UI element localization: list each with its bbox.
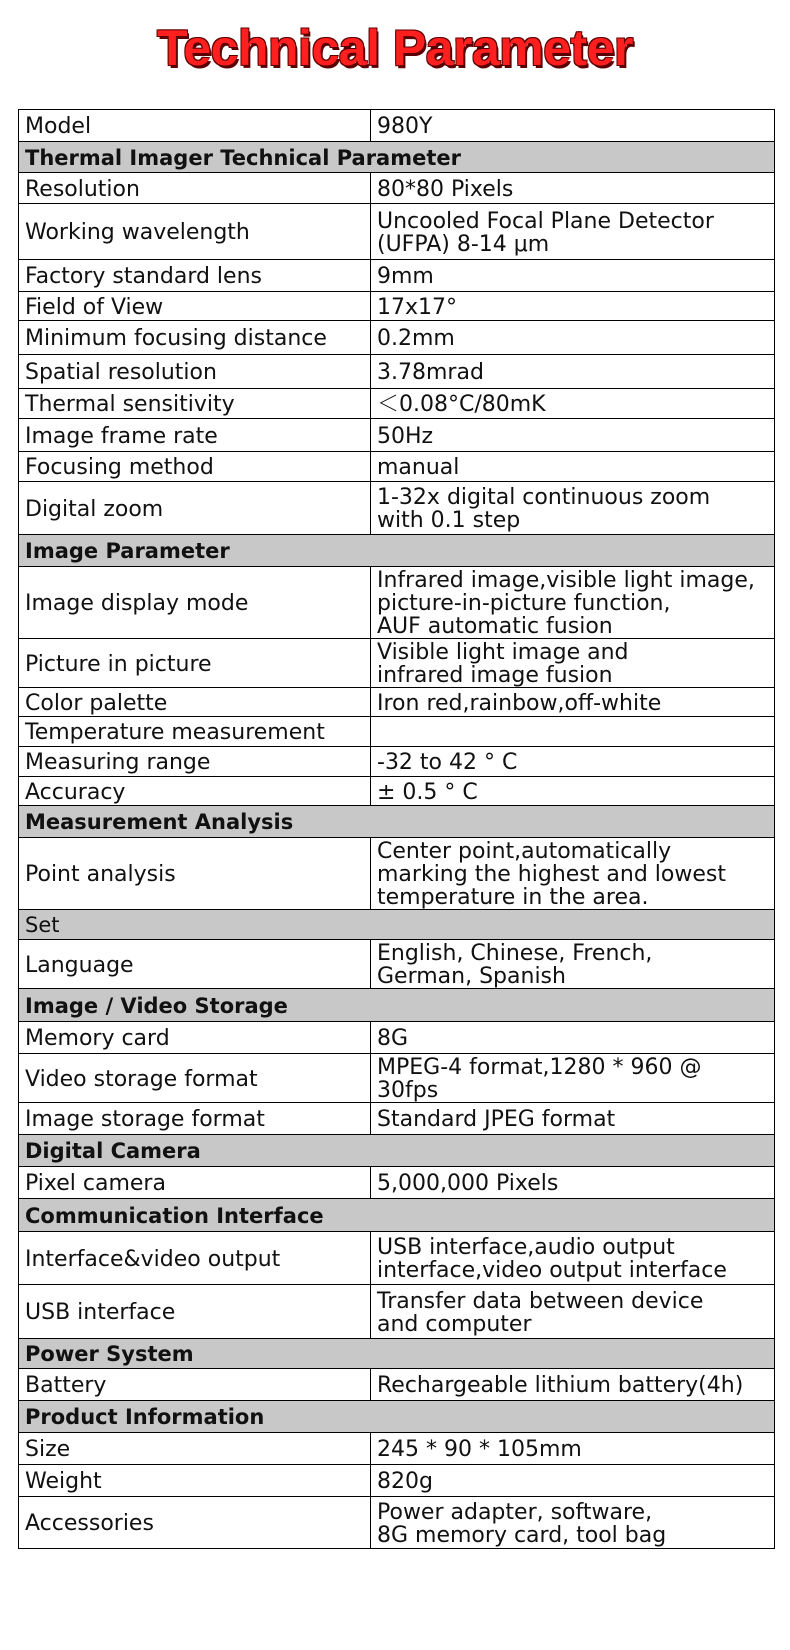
spec-key: Language [19, 940, 371, 989]
section-header-label: Power System [19, 1339, 775, 1369]
spec-value: Iron red,rainbow,off-white [371, 688, 775, 717]
spec-row [19, 567, 775, 639]
spec-row [19, 717, 775, 747]
spec-value: 980Y [371, 110, 775, 142]
spec-row [19, 1285, 775, 1339]
spec-row [19, 747, 775, 777]
spec-row [19, 389, 775, 419]
spec-key: Spatial resolution [19, 355, 371, 389]
spec-row [19, 1232, 775, 1285]
spec-value: 3.78mrad [371, 355, 775, 389]
spec-value: 0.2mm [371, 321, 775, 355]
spec-value: Visible light image and infrared image fusion [371, 639, 775, 688]
spec-key: Interface&video output [19, 1232, 371, 1285]
spec-row [19, 1167, 775, 1199]
spec-key: Temperature measurement [19, 717, 371, 747]
spec-row [19, 1433, 775, 1465]
spec-value: Center point,automatically marking the highest and lowest temperature in the area. [371, 838, 775, 910]
spec-value: -32 to 42 ° C [371, 747, 775, 777]
spec-row [19, 1465, 775, 1497]
section-header-label: Digital Camera [19, 1135, 775, 1167]
spec-value: MPEG-4 format,1280 * 960 @ 30fps [371, 1054, 775, 1103]
spec-key: Memory card [19, 1022, 371, 1054]
spec-value: 80*80 Pixels [371, 173, 775, 204]
spec-key: Resolution [19, 173, 371, 204]
spec-row [19, 1369, 775, 1401]
spec-row [19, 1497, 775, 1549]
section-header-label: Image / Video Storage [19, 989, 775, 1022]
spec-value: Uncooled Focal Plane Detector (UFPA) 8-14 μm [371, 204, 775, 260]
spec-row [19, 321, 775, 355]
spec-key: Weight [19, 1465, 371, 1497]
spec-row [19, 292, 775, 321]
section-header-row [19, 1339, 775, 1369]
spec-row [19, 1054, 775, 1103]
spec-key: Accuracy [19, 777, 371, 806]
spec-value: ± 0.5 ° C [371, 777, 775, 806]
spec-value: 820g [371, 1465, 775, 1497]
spec-row [19, 204, 775, 260]
spec-key: Accessories [19, 1497, 371, 1549]
spec-value: 245 * 90 * 105mm [371, 1433, 775, 1465]
section-header-row [19, 806, 775, 838]
spec-row [19, 940, 775, 989]
spec-key: Field of View [19, 292, 371, 321]
spec-row [19, 419, 775, 452]
section-header-row [19, 142, 775, 173]
spec-key: Battery [19, 1369, 371, 1401]
spec-key: Pixel camera [19, 1167, 371, 1199]
spec-key: Focusing method [19, 452, 371, 482]
section-header-row [19, 1135, 775, 1167]
spec-table-body [19, 110, 775, 1549]
spec-row [19, 173, 775, 204]
spec-row [19, 1103, 775, 1135]
spec-key: Measuring range [19, 747, 371, 777]
section-header-label: Image Parameter [19, 535, 775, 567]
spec-value: ＜0.08°C/80mK [371, 389, 775, 419]
spec-key: Video storage format [19, 1054, 371, 1103]
spec-key: Picture in picture [19, 639, 371, 688]
spec-value: 9mm [371, 260, 775, 292]
spec-key: Point analysis [19, 838, 371, 910]
spec-row [19, 1022, 775, 1054]
spec-key: Thermal sensitivity [19, 389, 371, 419]
page-title: Technical Parameter [157, 20, 633, 76]
section-header-row [19, 910, 775, 940]
spec-key: Color palette [19, 688, 371, 717]
spec-value: Transfer data between device and computer [371, 1285, 775, 1339]
spec-value [371, 717, 775, 747]
spec-value: manual [371, 452, 775, 482]
section-header-label: Product Information [19, 1401, 775, 1433]
spec-row [19, 482, 775, 535]
spec-key: Digital zoom [19, 482, 371, 535]
spec-row [19, 355, 775, 389]
spec-value: Infrared image,visible light image, picture-in-picture function, AUF automatic fusion [371, 567, 775, 639]
spec-key: Size [19, 1433, 371, 1465]
spec-row [19, 452, 775, 482]
section-header-label: Measurement Analysis [19, 806, 775, 838]
spec-key: USB interface [19, 1285, 371, 1339]
section-header-row [19, 1401, 775, 1433]
spec-key: Minimum focusing distance [19, 321, 371, 355]
spec-key: Working wavelength [19, 204, 371, 260]
spec-value: 5,000,000 Pixels [371, 1167, 775, 1199]
section-header-label: Thermal Imager Technical Parameter [19, 142, 775, 173]
spec-key: Model [19, 110, 371, 142]
spec-value: Power adapter, software, 8G memory card, tool bag [371, 1497, 775, 1549]
section-header-row [19, 989, 775, 1022]
section-header-row [19, 1199, 775, 1232]
spec-key: Factory standard lens [19, 260, 371, 292]
spec-row [19, 260, 775, 292]
spec-value: 1-32x digital continuous zoom with 0.1 step [371, 482, 775, 535]
spec-row [19, 838, 775, 910]
spec-value: USB interface,audio output interface,video output interface [371, 1232, 775, 1285]
spec-value: English, Chinese, French, German, Spanish [371, 940, 775, 989]
spec-row [19, 688, 775, 717]
section-header-label: Communication Interface [19, 1199, 775, 1232]
spec-value: 50Hz [371, 419, 775, 452]
spec-row [19, 777, 775, 806]
spec-table [18, 109, 775, 1549]
spec-key: Image display mode [19, 567, 371, 639]
spec-row [19, 110, 775, 142]
spec-key: Image frame rate [19, 419, 371, 452]
section-header-row [19, 535, 775, 567]
spec-value: 8G [371, 1022, 775, 1054]
spec-value: Standard JPEG format [371, 1103, 775, 1135]
section-header-label: Set [19, 910, 775, 940]
spec-value: Rechargeable lithium battery(4h) [371, 1369, 775, 1401]
spec-row [19, 639, 775, 688]
spec-key: Image storage format [19, 1103, 371, 1135]
spec-value: 17x17° [371, 292, 775, 321]
